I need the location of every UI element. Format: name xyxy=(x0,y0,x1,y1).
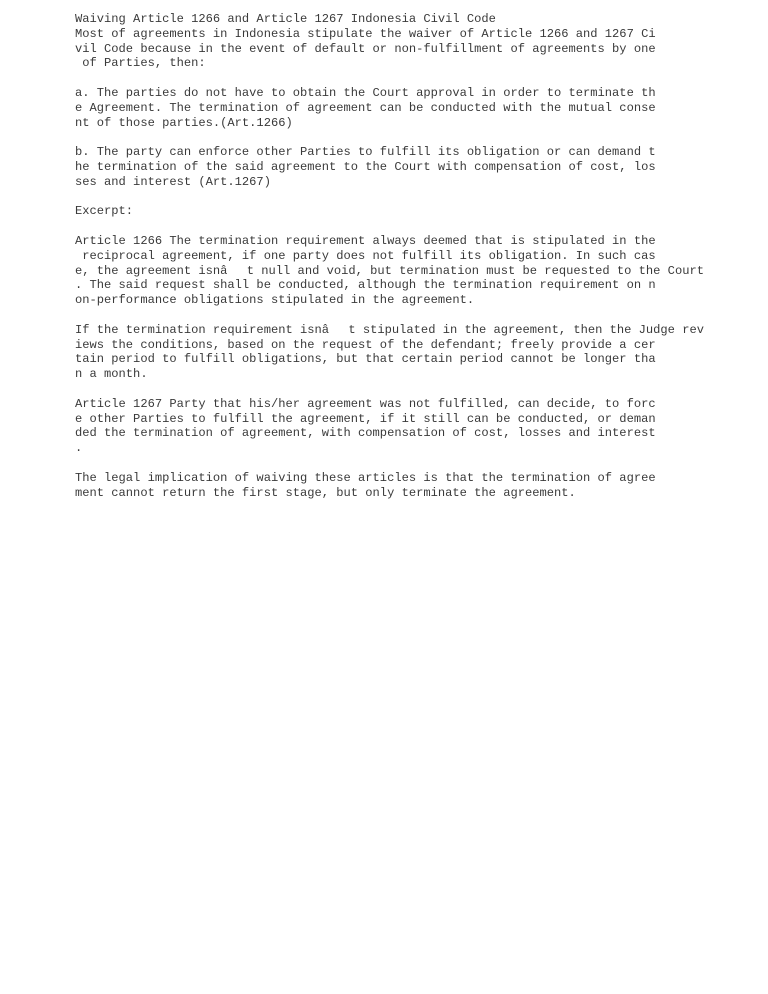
termination-requirement-paragraph xyxy=(75,323,735,382)
excerpt-heading-paragraph xyxy=(75,204,735,219)
article-1267-paragraph xyxy=(75,397,735,456)
text-line: . xyxy=(75,441,83,456)
text-line: b. The party can enforce other Parties to fulfill its obligation or can demand t xyxy=(75,145,656,160)
text-line: ses and interest (Art.1267) xyxy=(75,174,271,189)
paragraph-gap xyxy=(75,308,735,323)
paragraph-gap xyxy=(75,71,735,86)
text-line: e, the agreement isnât null and void, but termination must be requested to the Court xyxy=(75,263,704,278)
text-line: e Agreement. The termination of agreement can be conducted with the mutual conse xyxy=(75,100,656,115)
text-line: he termination of the said agreement to the Court with compensation of cost, los xyxy=(75,159,656,174)
paragraph-gap xyxy=(75,382,735,397)
point-a-paragraph xyxy=(75,86,735,130)
paragraph-gap xyxy=(75,219,735,234)
document-title: Waiving Article 1266 and Article 1267 Indonesia Civil Code xyxy=(75,12,496,26)
text-line: The legal implication of waiving these articles is that the termination of agree xyxy=(75,470,656,485)
text-line: e other Parties to fulfill the agreement, if it still can be conducted, or deman xyxy=(75,411,656,426)
paragraph-gap xyxy=(75,130,735,145)
document-body xyxy=(75,12,735,500)
text-line: on-performance obligations stipulated in the agreement. xyxy=(75,293,475,308)
text-line: Most of agreements in Indonesia stipulate the waiver of Article 1266 and 1267 Ci xyxy=(75,26,656,41)
text-line: vil Code because in the event of default or non-fulfillment of agreements by one xyxy=(75,41,656,56)
paragraph-gap xyxy=(75,190,735,205)
text-line: a. The parties do not have to obtain the Court approval in order to terminate th xyxy=(75,85,656,100)
text-line: of Parties, then: xyxy=(75,56,206,71)
text-line: ment cannot return the first stage, but only terminate the agreement. xyxy=(75,485,576,500)
article-1266-paragraph xyxy=(75,234,735,308)
text-line: . The said request shall be conducted, although the termination requirement on n xyxy=(75,278,656,293)
text-line: nt of those parties.(Art.1266) xyxy=(75,115,293,130)
text-line: iews the conditions, based on the request of the defendant; freely provide a cer xyxy=(75,337,656,352)
text-line: reciprocal agreement, if one party does not fulfill its obligation. In such cas xyxy=(75,248,656,263)
legal-implication-paragraph xyxy=(75,471,735,501)
point-b-paragraph xyxy=(75,145,735,189)
text-line: n a month. xyxy=(75,367,148,382)
text-line: Article 1266 The termination requirement always deemed that is stipulated in the xyxy=(75,233,656,248)
text-line: ded the termination of agreement, with compensation of cost, losses and interest xyxy=(75,426,656,441)
text-line: Article 1267 Party that his/her agreement was not fulfilled, can decide, to forc xyxy=(75,396,656,411)
text-line: If the termination requirement isnât stipulated in the agreement, then the Judge rev xyxy=(75,322,704,337)
paragraph-gap xyxy=(75,456,735,471)
text-line: tain period to fulfill obligations, but that certain period cannot be longer tha xyxy=(75,352,656,367)
header-block xyxy=(75,12,735,71)
excerpt-heading: Excerpt: xyxy=(75,204,134,219)
